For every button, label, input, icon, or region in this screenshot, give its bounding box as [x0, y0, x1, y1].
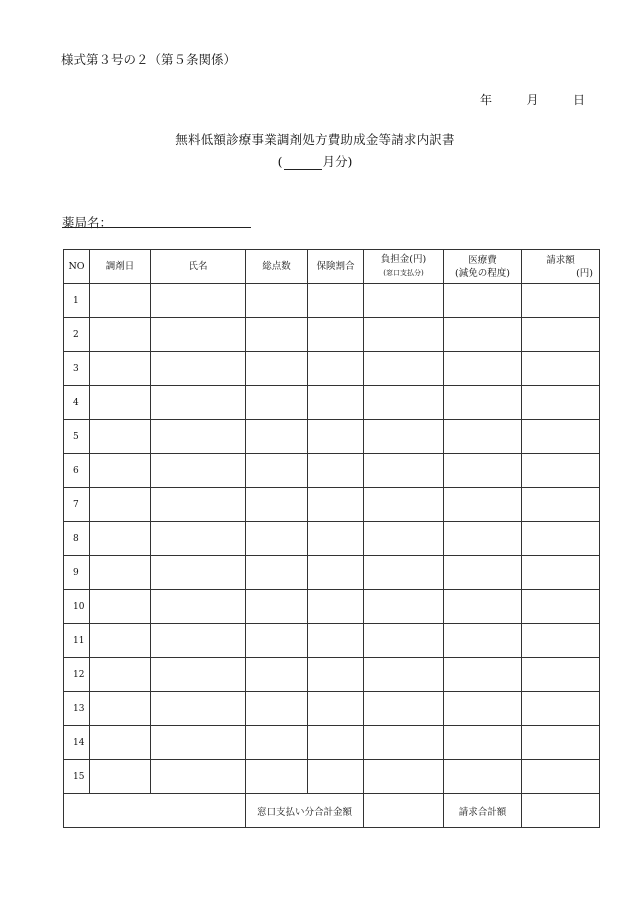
cell-medical[interactable] — [444, 760, 522, 794]
cell-name[interactable] — [151, 556, 246, 590]
header-no: NO — [64, 250, 90, 284]
cell-ratio[interactable] — [308, 760, 364, 794]
cell-date[interactable] — [90, 692, 151, 726]
cell-medical[interactable] — [444, 284, 522, 318]
cell-ratio[interactable] — [308, 284, 364, 318]
table-row — [64, 624, 600, 658]
cell-claim[interactable] — [522, 726, 600, 760]
row-number: 15 — [64, 760, 90, 794]
cell-medical[interactable] — [444, 726, 522, 760]
header-points: 総点数 — [246, 250, 308, 284]
cell-burden[interactable] — [364, 454, 444, 488]
cell-name[interactable] — [151, 488, 246, 522]
cell-points[interactable] — [246, 556, 308, 590]
footer-claim-total-label: 請求合計額 — [444, 794, 522, 828]
cell-points[interactable] — [246, 284, 308, 318]
month-label: 月 — [526, 93, 539, 107]
cell-name[interactable] — [151, 386, 246, 420]
cell-burden[interactable] — [364, 726, 444, 760]
row-number: 8 — [64, 522, 90, 556]
table-row — [64, 352, 600, 386]
pharmacy-name-field[interactable] — [62, 227, 251, 228]
row-number: 7 — [64, 488, 90, 522]
cell-date[interactable] — [90, 454, 151, 488]
cell-points[interactable] — [246, 522, 308, 556]
row-number: 11 — [64, 624, 90, 658]
header-claim — [522, 250, 600, 284]
table-row — [64, 454, 600, 488]
cell-date[interactable] — [90, 726, 151, 760]
footer-claim-total-value[interactable] — [522, 794, 600, 828]
cell-claim[interactable] — [522, 488, 600, 522]
form-number: 様式第３号の２（第５条関係） — [61, 52, 237, 67]
table-row — [64, 386, 600, 420]
cell-claim[interactable] — [522, 420, 600, 454]
year-label: 年 — [480, 93, 493, 107]
footer-window-total-label: 窓口支払い分合計金額 — [246, 794, 364, 828]
cell-medical[interactable] — [444, 488, 522, 522]
cell-name[interactable] — [151, 352, 246, 386]
cell-name[interactable] — [151, 522, 246, 556]
cell-claim[interactable] — [522, 352, 600, 386]
cell-medical[interactable] — [444, 386, 522, 420]
table-row — [64, 284, 600, 318]
cell-ratio[interactable] — [308, 488, 364, 522]
table-row — [64, 488, 600, 522]
cell-points[interactable] — [246, 488, 308, 522]
cell-medical[interactable] — [444, 318, 522, 352]
cell-medical[interactable] — [444, 692, 522, 726]
month-line — [0, 152, 630, 170]
cell-burden[interactable] — [364, 318, 444, 352]
table-row — [64, 726, 600, 760]
cell-points[interactable] — [246, 386, 308, 420]
cell-points[interactable] — [246, 658, 308, 692]
cell-date[interactable] — [90, 556, 151, 590]
cell-claim[interactable] — [522, 522, 600, 556]
header-name: 氏名 — [151, 250, 246, 284]
cell-date[interactable] — [90, 284, 151, 318]
cell-burden[interactable] — [364, 420, 444, 454]
header-date: 調剤日 — [90, 250, 151, 284]
row-number: 6 — [64, 454, 90, 488]
cell-name[interactable] — [151, 726, 246, 760]
cell-points[interactable] — [246, 420, 308, 454]
cell-name[interactable] — [151, 420, 246, 454]
cell-name[interactable] — [151, 692, 246, 726]
table-row — [64, 760, 600, 794]
cell-medical[interactable] — [444, 556, 522, 590]
cell-medical[interactable] — [444, 352, 522, 386]
header-medical-sub: (減免の程度) — [455, 267, 510, 279]
row-number: 4 — [64, 386, 90, 420]
cell-burden[interactable] — [364, 760, 444, 794]
row-number: 3 — [64, 352, 90, 386]
table-row — [64, 420, 600, 454]
cell-ratio[interactable] — [308, 318, 364, 352]
date-line — [480, 91, 585, 108]
cell-ratio[interactable] — [308, 624, 364, 658]
cell-name[interactable] — [151, 760, 246, 794]
cell-burden[interactable] — [364, 624, 444, 658]
cell-burden[interactable] — [364, 386, 444, 420]
cell-medical[interactable] — [444, 658, 522, 692]
header-ratio: 保険割合 — [308, 250, 364, 284]
cell-claim[interactable] — [522, 760, 600, 794]
cell-ratio[interactable] — [308, 352, 364, 386]
footer-window-total-value[interactable] — [364, 794, 444, 828]
claim-table — [63, 249, 600, 828]
table-row — [64, 692, 600, 726]
footer-blank — [64, 794, 246, 828]
cell-claim[interactable] — [522, 454, 600, 488]
header-medical — [444, 250, 522, 284]
cell-medical[interactable] — [444, 590, 522, 624]
cell-claim[interactable] — [522, 284, 600, 318]
cell-medical[interactable] — [444, 420, 522, 454]
month-blank-field[interactable] — [284, 155, 322, 170]
cell-name[interactable] — [151, 454, 246, 488]
cell-name[interactable] — [151, 318, 246, 352]
header-claim-sub: (円) — [576, 267, 593, 279]
header-burden — [364, 250, 444, 284]
cell-burden[interactable] — [364, 284, 444, 318]
header-medical-label: 医療費 — [468, 254, 497, 266]
cell-burden[interactable] — [364, 556, 444, 590]
row-number: 14 — [64, 726, 90, 760]
cell-date[interactable] — [90, 488, 151, 522]
table-header-row — [64, 250, 600, 284]
table-row — [64, 556, 600, 590]
cell-name[interactable] — [151, 284, 246, 318]
table-row — [64, 522, 600, 556]
cell-burden[interactable] — [364, 692, 444, 726]
table-body — [64, 284, 600, 794]
cell-name[interactable] — [151, 658, 246, 692]
cell-points[interactable] — [246, 692, 308, 726]
header-claim-label: 請求額 — [546, 254, 575, 266]
cell-claim[interactable] — [522, 624, 600, 658]
cell-claim[interactable] — [522, 590, 600, 624]
cell-date[interactable] — [90, 760, 151, 794]
cell-burden[interactable] — [364, 352, 444, 386]
cell-medical[interactable] — [444, 522, 522, 556]
cell-claim[interactable] — [522, 692, 600, 726]
row-number: 13 — [64, 692, 90, 726]
cell-ratio[interactable] — [308, 420, 364, 454]
cell-medical[interactable] — [444, 624, 522, 658]
table-row — [64, 658, 600, 692]
cell-claim[interactable] — [522, 318, 600, 352]
row-number: 10 — [64, 590, 90, 624]
cell-burden[interactable] — [364, 658, 444, 692]
row-number: 9 — [64, 556, 90, 590]
cell-name[interactable] — [151, 590, 246, 624]
table-row — [64, 590, 600, 624]
row-number: 5 — [64, 420, 90, 454]
cell-date[interactable] — [90, 658, 151, 692]
cell-claim[interactable] — [522, 556, 600, 590]
row-number: 1 — [64, 284, 90, 318]
cell-date[interactable] — [90, 386, 151, 420]
cell-ratio[interactable] — [308, 692, 364, 726]
cell-burden[interactable] — [364, 522, 444, 556]
cell-ratio[interactable] — [308, 590, 364, 624]
cell-burden[interactable] — [364, 488, 444, 522]
cell-medical[interactable] — [444, 454, 522, 488]
cell-date[interactable] — [90, 522, 151, 556]
cell-date[interactable] — [90, 590, 151, 624]
pharmacy-label: 薬局名： — [62, 215, 113, 230]
cell-date[interactable] — [90, 624, 151, 658]
row-number: 2 — [64, 318, 90, 352]
row-number: 12 — [64, 658, 90, 692]
cell-points[interactable] — [246, 760, 308, 794]
cell-points[interactable] — [246, 318, 308, 352]
header-burden-sub: (窓口支払分) — [383, 269, 424, 277]
table-row — [64, 318, 600, 352]
cell-ratio[interactable] — [308, 386, 364, 420]
cell-points[interactable] — [246, 726, 308, 760]
cell-date[interactable] — [90, 318, 151, 352]
month-open-paren: ( — [277, 154, 283, 169]
cell-name[interactable] — [151, 624, 246, 658]
header-burden-label: 負担金(円) — [380, 254, 427, 265]
cell-ratio[interactable] — [308, 658, 364, 692]
cell-date[interactable] — [90, 352, 151, 386]
cell-points[interactable] — [246, 454, 308, 488]
cell-points[interactable] — [246, 590, 308, 624]
month-suffix: 月分) — [322, 154, 353, 169]
cell-ratio[interactable] — [308, 556, 364, 590]
cell-claim[interactable] — [522, 658, 600, 692]
cell-ratio[interactable] — [308, 454, 364, 488]
cell-ratio[interactable] — [308, 522, 364, 556]
cell-claim[interactable] — [522, 386, 600, 420]
cell-burden[interactable] — [364, 590, 444, 624]
cell-date[interactable] — [90, 420, 151, 454]
table-footer-row — [64, 794, 600, 828]
cell-points[interactable] — [246, 352, 308, 386]
day-label: 日 — [572, 93, 585, 107]
document-title: 無料低額診療事業調剤処方費助成金等請求内訳書 — [175, 132, 455, 147]
cell-ratio[interactable] — [308, 726, 364, 760]
cell-points[interactable] — [246, 624, 308, 658]
